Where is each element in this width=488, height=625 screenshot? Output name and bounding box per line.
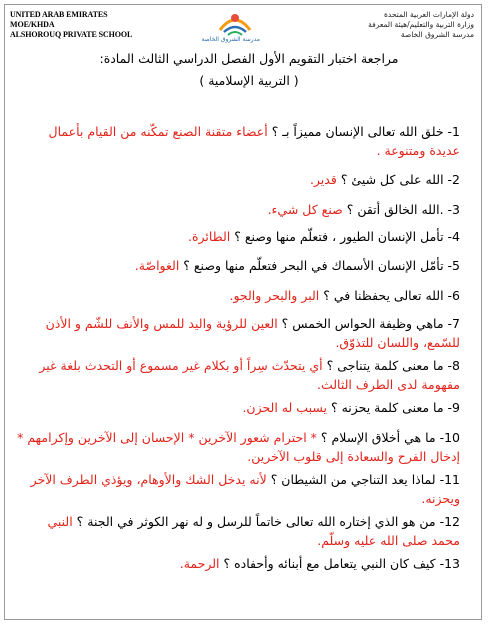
question-item-11 (16, 470, 460, 508)
answer-text: العين للرؤية واليد للمس والأنف للشّم و الأذن للسّمع، واللسان للتذوّق. (45, 316, 460, 350)
answer-text: الغواصّة. (134, 258, 180, 273)
question-item-3 (16, 200, 460, 219)
question-text: 7- ماهي وظيفة الحواس الخمس ؟ (281, 316, 460, 331)
answer-text: الطائرة. (188, 229, 231, 244)
question-text: 2- الله على كل شيئ ؟ (340, 172, 460, 187)
title-line-2: ( التربية الإسلامية ) (199, 73, 299, 88)
answer-text: أي يتحدّث سِراً أو بكلام غير مسموع أو التحدث بلغة غير مفهومة لدى الطرف الثالث. (39, 358, 460, 392)
header-arabic-block (344, 10, 474, 40)
question-text: 1- خلق الله تعالى الإنسان مميزاً بـ ؟ (271, 124, 460, 139)
question-item-12 (16, 512, 460, 550)
answer-text: يسبب له الحزن. (242, 400, 327, 415)
answer-text: النبي محمد صلى الله عليه وسلّم. (47, 514, 460, 548)
question-text: 13- كيف كان النبي يتعامل مع أبنائه وأحفاده ؟ (223, 556, 460, 571)
answer-text: * احترام شعور الآخرين * الإحسان إلى الآخرين وإكرامهم * إدخال الفرح والسعادة إلى قلوب الآخرين. (17, 430, 460, 464)
page-title (30, 48, 468, 92)
question-text: 5- تأمّل الإنسان الأسماك في البحر فتعلّم منها وصنع ؟ (183, 258, 460, 273)
question-text: 11- لماذا يعد التناجي من الشيطان ؟ (270, 472, 460, 487)
header-country: UNITED ARAB EMIRATES (10, 10, 108, 19)
answer-text: قدير. (309, 172, 337, 187)
question-item-4 (16, 227, 460, 246)
question-item-2 (16, 170, 460, 189)
question-text: 3- .الله الخالق أتقن ؟ (346, 202, 460, 217)
question-item-5 (16, 256, 460, 275)
logo-caption: مدرسة الشروق الخاصة (201, 36, 260, 43)
question-item-9 (16, 398, 460, 417)
school-logo (201, 8, 260, 48)
answer-text: صنع كل شيء. (267, 202, 343, 217)
header-ministry: MOE/KHDA (10, 20, 55, 29)
title-line-1: مراجعة اختبار التقويم الأول الفصل الدراسي الثالث المادة: (99, 51, 399, 66)
question-item-10 (16, 428, 460, 466)
answer-text: أعضاء متقنة الصنع تمكّنه من القيام بأعمال عديدة ومتنوعة . (48, 124, 460, 158)
header-english-block (10, 10, 160, 40)
answer-text: لأنه يدخل الشك والأوهام، ويؤذي الطرف الآخر ويحزنه. (30, 472, 460, 506)
question-text: 10- ما هي أخلاق الإسلام ؟ (320, 430, 460, 445)
question-item-7 (16, 314, 460, 352)
header-ministry-ar: وزارة التربية والتعليم/هيئة المعرفة (368, 20, 474, 29)
question-text: 12- من هو الذي إختاره الله تعالى خاتماً للرسل و له نهر الكوثر في الجنة ؟ (76, 514, 460, 529)
header-school-ar: مدرسة الشروق الخاصة (400, 30, 474, 39)
header-country-ar: دولة الإمارات العربية المتحدة (383, 10, 474, 19)
question-text: 9- ما معنى كلمة يحزنه ؟ (330, 400, 460, 415)
question-item-6 (16, 286, 460, 305)
school-logo-icon (210, 8, 260, 38)
question-text: 6- الله تعالى يحفظنا في ؟ (323, 288, 460, 303)
question-item-13 (16, 554, 460, 573)
answer-text: البر والبحر والجو. (229, 288, 320, 303)
answer-text: الرحمة. (179, 556, 220, 571)
question-text: 4- تأمل الإنسان الطيور ، فتعلّم منها وصنع ؟ (234, 229, 460, 244)
question-item-1 (16, 122, 460, 160)
question-text: 8- ما معنى كلمة يتناجى ؟ (326, 358, 460, 373)
question-item-8 (16, 356, 460, 394)
header-school: ALSHOROUQ PRIVATE SCHOOL (10, 30, 133, 39)
